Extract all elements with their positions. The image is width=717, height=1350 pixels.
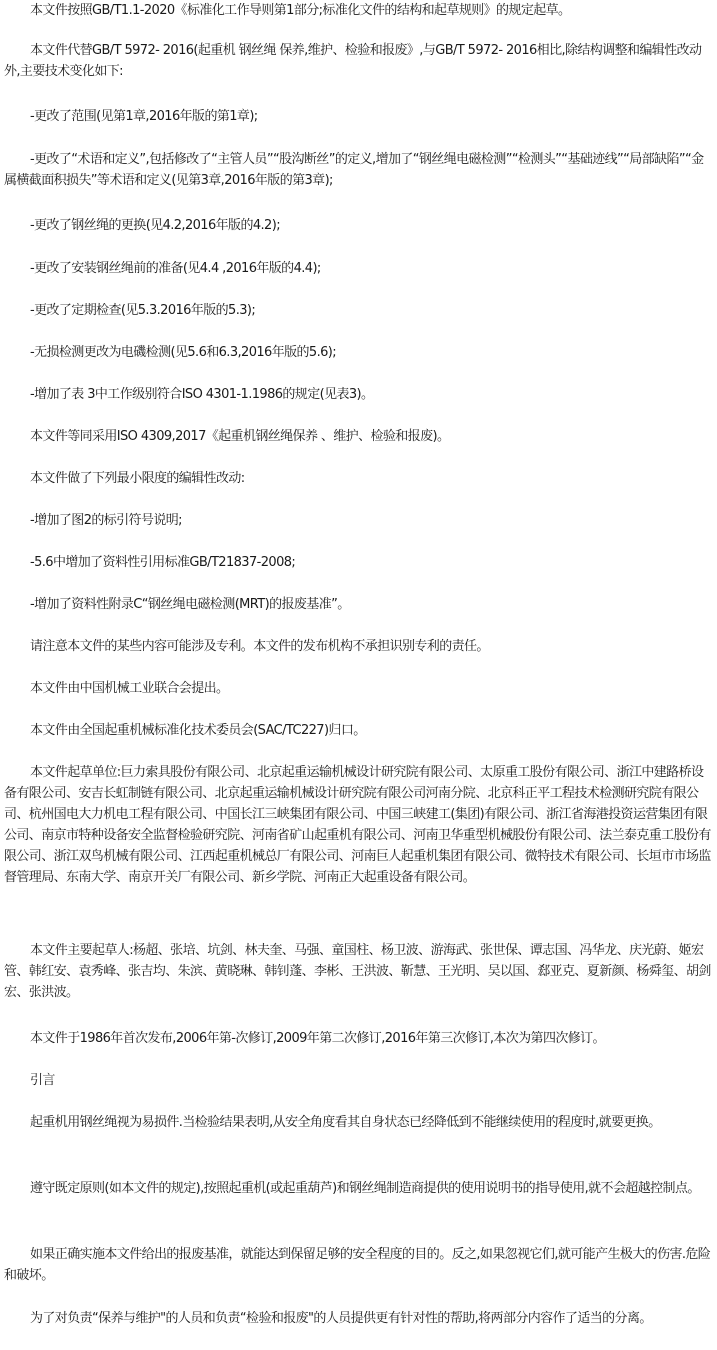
paragraph-editorial-changes: 本文件做了下列最小限度的编辑性改动: xyxy=(30,471,245,486)
paragraph-drafters: 本文件主要起草人:杨超、张培、坑剑、林夫奎、马强、童国柱、杨卫波、游海武、张世保、谭志国、冯华龙、庆光蔚、姬宏管、韩红安、袁秀峰、张吉均、朱滨、黄晓琳、韩钊蓬、李彬、王洪波、靳慧、王光明、吴以国、郄亚克、夏新颜、杨舜玺、胡剑宏、张洪波。 xyxy=(4,943,711,1000)
paragraph-committee: 本文件由全国起重机械标准化技术委员会(SAC/TC227)归口。 xyxy=(30,723,366,738)
intro-paragraph-separation: 为了对负责“保养与维护"的人员和负责“检验和报废"的人员提供更有针对性的帮助,将两部分内容作了适当的分离。 xyxy=(30,1311,652,1326)
editorial-item-figure2: -增加了图2的标引符号说明; xyxy=(30,513,182,528)
paragraph-iso-adoption: 本文件等同采用ISO 4309,2017《起重机钢丝绳保养 、维护、检验和报废)。 xyxy=(30,429,450,444)
paragraph-proposer: 本文件由中国机械工业联合会提出。 xyxy=(30,681,229,696)
change-item-preparation: -更改了安装钢丝绳前的准备(见4.4 ,2016年版的4.4); xyxy=(30,261,321,276)
intro-paragraph-discard-criteria: 如果正确实施本文件给出的报废基准，就能达到保留足够的安全程度的目的。反之,如果忽视它们,就可能产生极大的伤害.危险和破坏。 xyxy=(4,1247,711,1283)
section-heading-introduction: 引言 xyxy=(30,1073,55,1088)
change-item-ndt: -无损检测更改为电磯检测(见5.6和6.3,2016年版的5.6); xyxy=(30,345,337,360)
intro-paragraph-principles: 遵守既定原则(如本文件的规定),按照起重机(或起重葫芦)和钢丝绳制造商提供的使用说明书的指导使用,就不会超越控制点。 xyxy=(30,1181,700,1196)
change-item-scope: -更改了范围(见第1章,2016年版的第1章); xyxy=(30,109,258,124)
change-item-replacement: -更改了钢丝绳的更换(见4.2,2016年版的4.2); xyxy=(30,218,280,233)
change-item-terms: -更改了“术语和定义”,包括修改了“主管人员”“股沟断丝”的定义,增加了“钢丝绳电磁检测”“检测头”“基础迹线”“局部缺陷”“金属横截面积损失”等术语和定义(见第3章,2016年版的第3章); xyxy=(4,152,704,188)
editorial-item-annex-c: -增加了资料性附录C“钢丝绳电磁检测(MRT)的报废基准”。 xyxy=(30,597,350,612)
paragraph-drafting-units: 本文件起草单位:巨力索具股份有限公司、北京起重运输机械设计研究院有限公司、太原重工股份有限公司、浙江中建路桥设备有限公司、安吉长虹制链有限公司、北京起重运输机械设计研究院有限公司河南分院、北京科正平工程技术检测研究院有限公司、杭州国电大力机电工程有限公司、中国长江三峡集团有限公司、中国三峡建工(集团)有限公司、浙江省海港投资运营集团有限公司、南京市特种设备安全监督检验研究院、河南省矿山起重机有限公司、河南卫华重型机械股份有限公司、法兰泰克重工股份有限公司、浙江双鸟机械有限公司、江西起重机械总厂有限公司、河南巨人起重机集团有限公司、微特技术有限公司、长垣市市场监督管理局、东南大学、南京开关厂有限公司、新乡学院、河南正大起重设备有限公司。 xyxy=(4,765,711,885)
paragraph-patent-notice: 请注意本文件的某些内容可能涉及专利。本文件的发布机构不承担识别专利的责任。 xyxy=(30,639,489,654)
paragraph-replacement: 本文件代替GB/T 5972- 2016(起重机 钢丝绳 保养,维护、检验和报废》,与GB/T 5972- 2016相比,除结构调整和编辑性改动外,主要技术变化如下: xyxy=(4,43,702,79)
intro-paragraph-consumable: 起重机用钢丝绳视为易损件.当检验结果表明,从安全角度看其自身状态已经降低到不能继续使用的程度时,就要更换。 xyxy=(30,1115,661,1130)
change-item-inspection: -更改了定期检查(见5.3.2016年版的5.3); xyxy=(30,303,256,318)
editorial-item-reference: -5.6中增加了资料性引用标准GB/T21837-2008; xyxy=(30,555,296,570)
paragraph-revision-history: 本文件于1986年首次发布,2006年第-次修订,2009年第二次修订,2016年第三次修订,本次为第四次修订。 xyxy=(30,1031,605,1046)
paragraph-drafting-rules: 本文件按照GB/T1.1-2020《标准化工作导则第1部分;标准化文件的结构和起草规则》的规定起草。 xyxy=(30,3,571,18)
change-item-table3: -增加了表 3中工作级别符合ISO 4301-1.1986的规定(见表3)。 xyxy=(30,387,374,402)
